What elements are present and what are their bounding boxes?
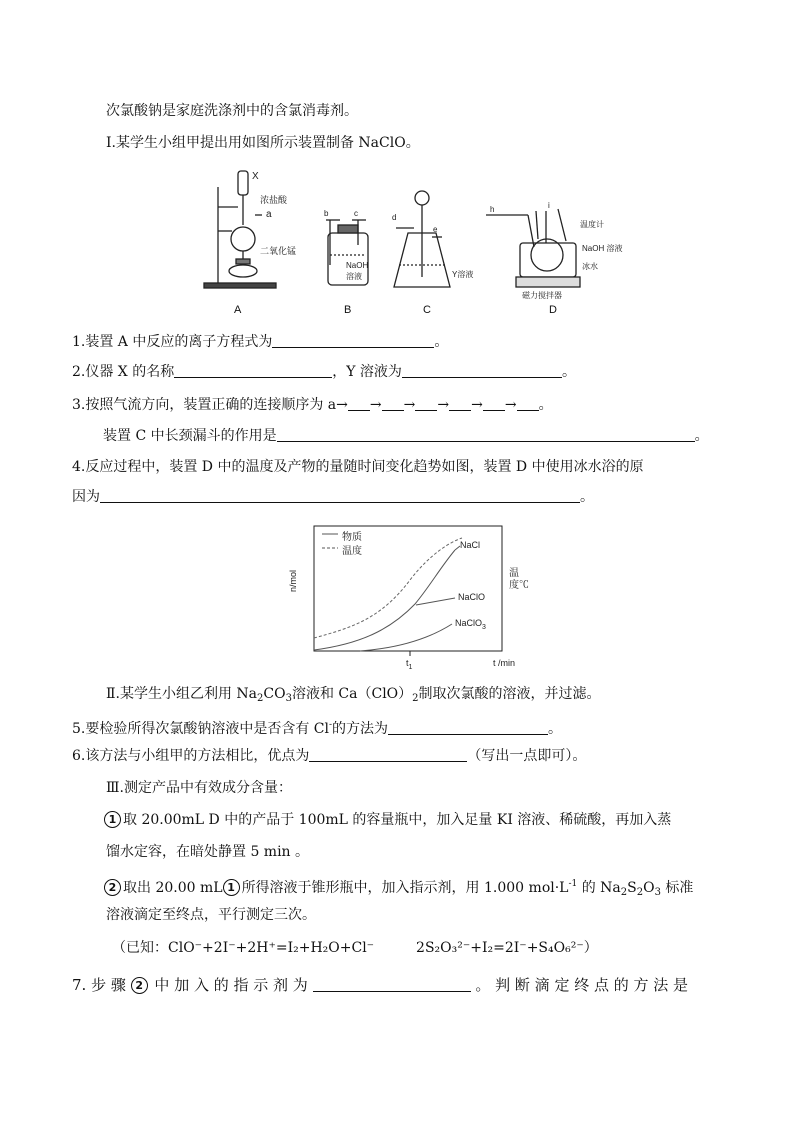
b-solution-label: 溶液 <box>346 272 362 281</box>
q2-prompt: 2.仪器 X 的名称 <box>72 364 175 380</box>
step-1-line-2: 馏水定容，在暗处静置 5 min 。 <box>106 844 310 860</box>
question-1 <box>72 332 448 352</box>
q2-end: 。 <box>561 364 576 380</box>
q3-arrow-5: → <box>504 397 517 413</box>
q3-end: 。 <box>538 397 553 413</box>
chart-t1-label: $t_1$ <box>406 658 413 671</box>
q3-arrow-2: → <box>403 397 416 413</box>
naclo-pointer <box>416 598 455 605</box>
d-naoh-label: NaOH 溶液 <box>582 244 623 253</box>
d-ice-label: 冰水 <box>582 262 598 271</box>
q6-prompt: 6.该方法与小组甲的方法相比，优点为 <box>72 748 310 764</box>
label-nacl: NaCl <box>460 540 481 550</box>
q3-blank-5[interactable] <box>483 395 505 411</box>
d-stirrer-label: 磁力搅拌器 <box>522 291 562 300</box>
step-1-line-1: 1 取 20.00mL D 中的产品于 100mL 的容量瓶中，加入足量 KI 溶液、稀硫酸，再加入蒸 <box>104 810 671 830</box>
q3-blank-3[interactable] <box>415 395 437 411</box>
question-5: 5.要检验所得次氯酸钠溶液中是否含有 Cl-的方法为 。 <box>72 720 563 737</box>
q3b-end: 。 <box>694 428 709 444</box>
q3-blank-2[interactable] <box>382 395 404 411</box>
question-6: 6.该方法与小组甲的方法相比，优点为 （写出一点即可）。 <box>72 748 587 764</box>
d-i-label: i <box>548 201 550 210</box>
q1-prompt: 1.装置 A 中反应的离子方程式为 <box>72 334 273 350</box>
q2-mid: ，Y 溶液为 <box>332 364 402 380</box>
b-naoh-label: NaOH <box>346 261 369 270</box>
chart-y2label: 温度℃ <box>509 568 529 591</box>
intro-text: 次氯酸钠是家庭洗涤剂中的含氯消毒剂。 <box>106 103 358 119</box>
q3-prompt: 3.按照气流方向，装置正确的连接顺序为 a→ <box>72 397 348 413</box>
trend-chart <box>290 520 530 675</box>
q3b-answer-blank[interactable] <box>277 426 695 442</box>
q7-prompt: 7. 步 骤 <box>72 976 126 994</box>
step-2-line-2: 溶液滴定至终点，平行测定三次。 <box>106 907 316 923</box>
q4-end: 。 <box>580 489 594 505</box>
question-2 <box>72 362 576 382</box>
q3-blank-6[interactable] <box>517 395 539 411</box>
label-naclo: NaClO <box>458 592 486 602</box>
part1-heading: Ⅰ.某学生小组甲提出用如图所示装置制备 NaClO。 <box>106 135 420 151</box>
circled-number-1-ref: 1 <box>223 879 240 896</box>
b-c-label: c <box>354 209 358 218</box>
q7-answer-blank[interactable] <box>313 976 471 992</box>
d-h-label: h <box>490 205 495 214</box>
series-temperature <box>314 538 462 638</box>
step-2-line-1: 2 取出 20.00 mL 1 所得溶液于锥形瓶中，加入指示剂，用 1.000 $mol\cdot L^{-1}$ 的 $Na_2S_2O_3$ 标准 <box>104 874 693 903</box>
d-therm-label: 温度计 <box>580 220 604 229</box>
question-4-line-2 <box>72 487 594 507</box>
c-y-label: Y溶液 <box>452 270 474 279</box>
circled-number-2: 2 <box>104 879 121 896</box>
chart-xlabel: t /min <box>493 658 516 668</box>
q3-arrow-3: → <box>437 397 450 413</box>
q3-blank-1[interactable] <box>348 395 370 411</box>
q3-blank-4[interactable] <box>449 395 471 411</box>
series-nacl <box>314 550 455 650</box>
apparatus-label-b: B <box>344 304 352 316</box>
c-e-label: e <box>433 225 438 234</box>
b-b-label: b <box>324 209 329 218</box>
question-3 <box>72 395 553 415</box>
q6-answer-blank[interactable] <box>309 746 467 762</box>
series-naclo3 <box>360 624 452 651</box>
question-3b <box>103 426 709 446</box>
q2-answer-blank-y[interactable] <box>402 362 562 378</box>
circled-number-1: 1 <box>104 811 121 828</box>
apparatus-label-d: D <box>549 304 557 316</box>
q1-end: 。 <box>434 334 449 350</box>
q3b-prompt: 装置 C 中长颈漏斗的作用是 <box>103 428 277 444</box>
a-x-label: X <box>252 171 259 182</box>
q3-arrow-4: → <box>471 397 483 413</box>
legend-substance: 物质 <box>342 532 362 543</box>
known-equations: （已知：ClO⁻+2I⁻+2H⁺=I₂+H₂O+Cl⁻ 2S₂O₃²⁻+I₂=2I⁻+S₄O₆²⁻） <box>112 940 598 956</box>
a-mno2-label: 二氧化锰 <box>260 246 297 256</box>
chart-ylabel: n/mol <box>288 569 299 593</box>
apparatus-figure <box>200 165 623 325</box>
a-port-label: a <box>266 209 272 220</box>
q5-answer-blank[interactable] <box>388 719 548 735</box>
apparatus-label-a: A <box>234 304 242 316</box>
legend-temperature: 温度 <box>342 546 362 557</box>
trend-chart-svg <box>290 520 530 675</box>
label-naclo3: NaClO$_3$ <box>455 618 486 631</box>
q1-answer-blank[interactable] <box>272 332 434 348</box>
part2-heading: Ⅱ.某学生小组乙利用 $Na_2CO_3$溶液和 $Ca(ClO)_2$制取次氯酸的溶液，并过滤。 <box>106 686 601 704</box>
part3-heading: Ⅲ.测定产品中有效成分含量： <box>106 780 292 796</box>
question-4-line-1: 4.反应过程中，装置 D 中的温度及产物的量随时间变化趋势如图，装置 D 中使用冰水浴的原 <box>72 459 644 475</box>
q4-answer-blank[interactable] <box>100 487 580 503</box>
q3-arrow-1: → <box>369 397 382 413</box>
question-7: 7. 步 骤 2 中 加 入 的 指 示 剂 为 。 判 断 滴 定 终 点 的 方 法 是 <box>72 976 689 994</box>
q5-prompt: 5.要检验所得次氯酸钠溶液中是否含有 Cl <box>72 721 329 737</box>
c-d-label: d <box>392 213 397 222</box>
q4-prompt: 因为 <box>72 489 100 505</box>
apparatus-label-c: C <box>423 304 431 316</box>
a-hcl-label: 浓盐酸 <box>260 195 288 205</box>
circled-number-2-q7: 2 <box>131 977 148 994</box>
q2-answer-blank-x[interactable] <box>174 362 332 378</box>
